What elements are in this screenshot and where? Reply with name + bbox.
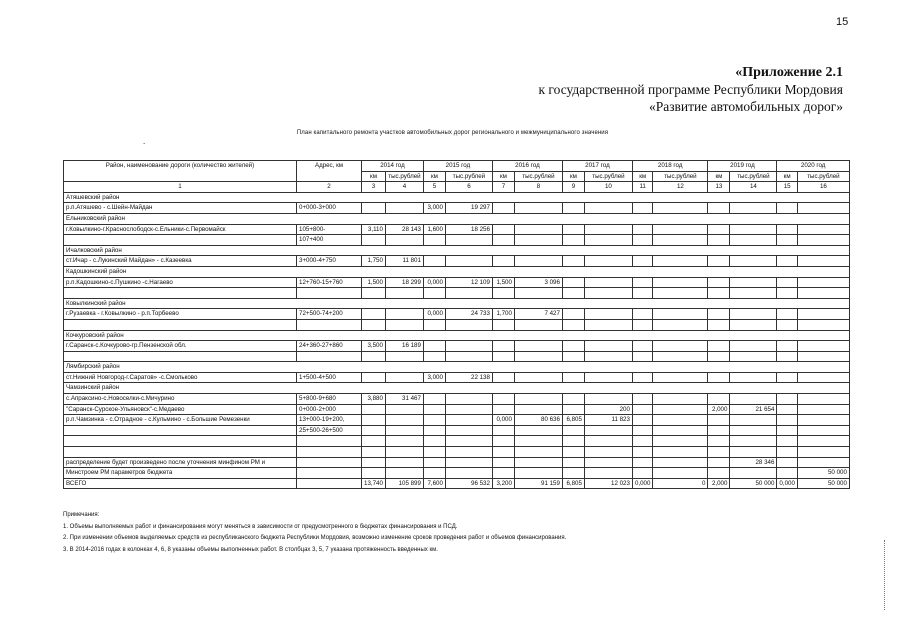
road-name: ст.Ичар - с.Лукинский Майдан» - с.Казеевка (64, 256, 297, 267)
distribution-note-cont: Минстроем РМ параметров бюджета (64, 468, 297, 479)
cell-value: 1,500 (492, 277, 514, 288)
spacer-row (64, 319, 850, 330)
table-row-continuation (64, 468, 850, 479)
header-year-2016: 2016 год (492, 161, 562, 172)
cell-value: 12 109 (445, 277, 492, 288)
section-row (64, 213, 850, 224)
cell-value: 0,000 (423, 277, 445, 288)
table-row (64, 457, 850, 468)
col-num: 7 (492, 182, 514, 193)
road-address: 72+500-74+200 (297, 309, 362, 320)
col-num: 16 (797, 182, 849, 193)
distribution-note: распределение будет произведено после уточнения минфином РМ и (64, 457, 297, 468)
total-value: 91 159 (514, 478, 562, 489)
spacer-row (64, 351, 850, 362)
cell-value: 2,000 (708, 404, 730, 415)
table-row (64, 224, 850, 235)
road-address: 3+000-4+750 (297, 256, 362, 267)
cell-value: 0,000 (423, 309, 445, 320)
total-value: 0 (653, 478, 708, 489)
cell-value: 3 096 (514, 277, 562, 288)
header-rub: тыс.рублей (653, 171, 708, 182)
road-address-cont: 25+500-26+500 (297, 425, 362, 436)
header-km: км (632, 171, 652, 182)
total-value: 7,600 (423, 478, 445, 489)
total-value: 50 000 (797, 478, 849, 489)
total-value: 50 000 (730, 478, 777, 489)
header-km: км (492, 171, 514, 182)
header-km: км (708, 171, 730, 182)
total-row (64, 478, 850, 489)
road-address: 24+360-27+860 (297, 341, 362, 352)
col-num: 5 (423, 182, 445, 193)
total-value: 12 023 (584, 478, 632, 489)
header-km: км (362, 171, 386, 182)
note-1: 1. Объемы выполняемых работ и финансирования могут меняться в зависимости от предусмотренного в бюджетах финансирования и ПСД. (63, 523, 458, 530)
total-label: ВСЕГО (64, 478, 297, 489)
col-num: 3 (362, 182, 386, 193)
cell-value: 3,500 (362, 341, 386, 352)
cell-value: 16 189 (385, 341, 423, 352)
repair-plan-table (63, 160, 850, 489)
cell-value: 24 733 (445, 309, 492, 320)
plan-title: План капитального ремонта участков автомобильных дорог регионального и межмуниципального значения (296, 130, 609, 136)
road-address: 0+000-2+000 (297, 404, 362, 415)
col-num: 2 (297, 182, 362, 193)
note-3: 3. В 2014-2016 годах в колонках 4, 6, 8 указаны объемы выполненных работ. В столбцах 3, 5, 7 указана протяженность введенных км. (63, 546, 438, 553)
section-title: Ичалковский район (64, 245, 850, 256)
road-name: р.п.Чамзинка - с.Отрадное - с.Кульмино - с.Большие Ремезенки (64, 415, 297, 426)
appendix-title: «Приложение 2.1 (735, 65, 843, 80)
appendix-header (539, 64, 844, 115)
col-num: 6 (445, 182, 492, 193)
header-year-2015: 2015 год (423, 161, 492, 172)
total-value: 6,805 (562, 478, 584, 489)
section-row (64, 192, 850, 203)
header-rub: тыс.рублей (584, 171, 632, 182)
road-address: 12+760-15+760 (297, 277, 362, 288)
section-title: Ельниковский район (64, 213, 850, 224)
cell-value: 6,805 (562, 415, 584, 426)
table-row (64, 394, 850, 405)
cell-value: 1,500 (362, 277, 386, 288)
col-num: 13 (708, 182, 730, 193)
table-row (64, 415, 850, 426)
page-number: 15 (836, 16, 849, 28)
table-row (64, 372, 850, 383)
cell-value: 0,000 (492, 415, 514, 426)
table-row (64, 404, 850, 415)
col-num: 14 (730, 182, 777, 193)
section-row (64, 266, 850, 277)
section-row (64, 298, 850, 309)
header-year-2019: 2019 год (708, 161, 777, 172)
road-address-cont: 107+400 (297, 235, 362, 246)
cell-value: 80 636 (514, 415, 562, 426)
road-address: 0+000-3+000 (297, 203, 362, 214)
header-year-2017: 2017 год (562, 161, 632, 172)
total-value: 13,740 (362, 478, 386, 489)
road-name: р.п.Кадошкино-с.Пушкино -с.Нагаево (64, 277, 297, 288)
total-value: 105 899 (385, 478, 423, 489)
notes-title: Примечания: (63, 512, 100, 518)
cell-value: 50 000 (797, 468, 849, 479)
header-year-2018: 2018 год (632, 161, 707, 172)
cell-value: 1,750 (362, 256, 386, 267)
table-row (64, 203, 850, 214)
cell-value: 3,880 (362, 394, 386, 405)
col-num: 11 (632, 182, 652, 193)
cell-value: 7 427 (514, 309, 562, 320)
header-row-1 (64, 161, 850, 172)
col-num: 8 (514, 182, 562, 193)
spacer-row (64, 436, 850, 447)
cell-value: 18 256 (445, 224, 492, 235)
cell-value: 200 (584, 404, 632, 415)
spacer-row (64, 288, 850, 299)
table-row-continuation (64, 235, 850, 246)
header-year-2020: 2020 год (777, 161, 849, 172)
col-num: 1 (64, 182, 297, 193)
section-row (64, 362, 850, 373)
road-name: с.Апраксино-с.Новоселки-с.Мичурино (64, 394, 297, 405)
col-num: 9 (562, 182, 584, 193)
stray-mark: · (143, 140, 146, 148)
cell-value: 3,000 (423, 372, 445, 383)
road-address: 5+800-9+680 (297, 394, 362, 405)
section-row (64, 383, 850, 394)
header-year-2014: 2014 год (362, 161, 424, 172)
col-num: 12 (653, 182, 708, 193)
section-row (64, 245, 850, 256)
col-num: 15 (777, 182, 797, 193)
cell-value: 3,110 (362, 224, 386, 235)
header-address: Адрес, км (297, 161, 362, 182)
cell-value: 18 299 (385, 277, 423, 288)
road-name: г.Рузаевка - г.Ковылкино - р.п.Торбеево (64, 309, 297, 320)
cell-value: 19 297 (445, 203, 492, 214)
table-row (64, 256, 850, 267)
header-district: Район, наименование дороги (количество жителей) (64, 161, 297, 182)
header-rub: тыс.рублей (730, 171, 777, 182)
section-title: Чамзинский район (64, 383, 850, 394)
road-name: г.Саранск-с.Кочкурово-гр.Пензенской обл. (64, 341, 297, 352)
cell-value: 28 346 (730, 457, 777, 468)
road-name: ст.Нижний Новгород-г.Саратов» -с.Смольково (64, 372, 297, 383)
col-num: 4 (385, 182, 423, 193)
appendix-line-2: к государственной программе Республики Мордовия (538, 82, 843, 97)
cell-value: 28 143 (385, 224, 423, 235)
table-row (64, 309, 850, 320)
table-row (64, 341, 850, 352)
notes (63, 510, 566, 556)
header-rub: тыс.рублей (445, 171, 492, 182)
road-name: "Саранск-Сурское-Ульяновск"-с.Медаево (64, 404, 297, 415)
header-rub: тыс.рублей (514, 171, 562, 182)
road-name: р.п.Атяшево - с.Шейн-Майдан (64, 203, 297, 214)
road-address: 13+000-19+200, (297, 415, 362, 426)
table-row-continuation (64, 425, 850, 436)
section-title: Кадошкинский район (64, 266, 850, 277)
road-address: 1+500-4+500 (297, 372, 362, 383)
road-name: г.Ковылкино-г.Краснослободск-с.Ельники-с.Первомайск (64, 224, 297, 235)
column-number-row (64, 182, 850, 193)
header-km: км (423, 171, 445, 182)
note-2: 2. При изменении объемов выделяемых средств из республиканского бюджета Республики Мордовия, возможно изменение сроков проведения работ и объемов финансирования. (63, 535, 567, 541)
cell-value: 22 138 (445, 372, 492, 383)
total-value: 0,000 (777, 478, 797, 489)
total-value: 2,000 (708, 478, 730, 489)
header-km: км (562, 171, 584, 182)
road-address: 105+800- (297, 224, 362, 235)
cell-value: 1,700 (492, 309, 514, 320)
table-row (64, 277, 850, 288)
cell-value: 31 467 (385, 394, 423, 405)
cell-value: 11 801 (385, 256, 423, 267)
cell-value: 11 823 (584, 415, 632, 426)
section-title: Кочкуровский район (64, 330, 850, 341)
col-num: 10 (584, 182, 632, 193)
scan-artifact (884, 540, 889, 610)
section-title: Лямбирский район (64, 362, 850, 373)
appendix-line-3: «Развитие автомобильных дорог» (648, 99, 843, 114)
cell-value: 3,000 (423, 203, 445, 214)
header-km: км (777, 171, 797, 182)
total-value: 3,200 (492, 478, 514, 489)
section-title: Атяшевский район (64, 192, 850, 203)
cell-value: 21 654 (730, 404, 777, 415)
section-row (64, 330, 850, 341)
section-title: Ковылкинский район (64, 298, 850, 309)
spacer-row (64, 447, 850, 458)
total-value: 96 532 (445, 478, 492, 489)
total-value: 0,000 (632, 478, 652, 489)
cell-value: 1,600 (423, 224, 445, 235)
header-rub: тыс.рублей (797, 171, 849, 182)
header-rub: тыс.рублей (385, 171, 423, 182)
